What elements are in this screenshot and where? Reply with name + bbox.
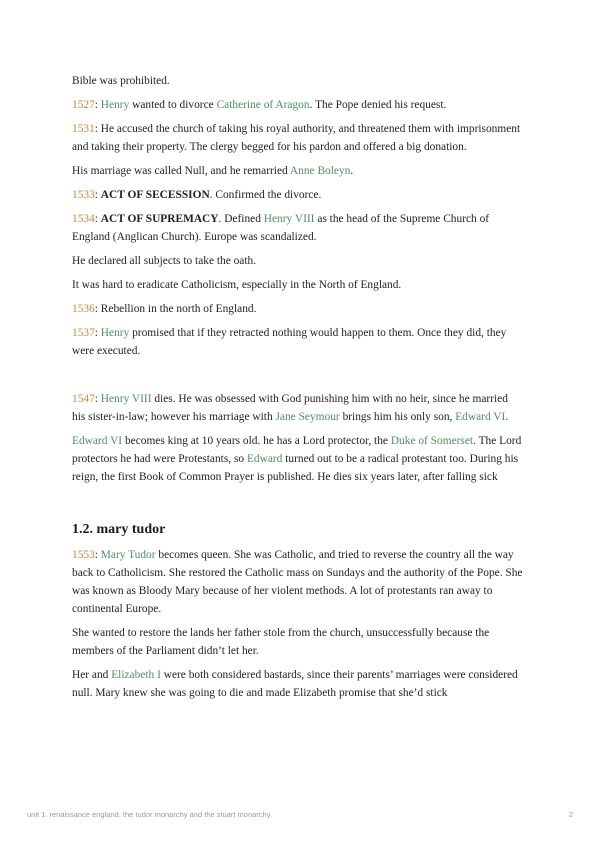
paragraph: [72, 186, 524, 204]
person-name: Henry VIII: [100, 393, 152, 405]
paragraph: [72, 276, 524, 294]
year: 1534: [72, 213, 95, 225]
paragraph: [72, 546, 524, 618]
year: 1547: [72, 393, 95, 405]
section-heading: 1.2. mary tudor: [72, 522, 166, 537]
separator: :: [94, 549, 101, 561]
person-name: Edward: [246, 453, 283, 465]
paragraph: [72, 120, 524, 156]
paragraph: [72, 624, 524, 660]
page-content: [72, 72, 524, 708]
spacer: [72, 366, 524, 390]
separator: :: [94, 123, 101, 135]
text: becomes queen. She was Catholic, and tried to reverse the country all the way back to Catholicism. She restored the Catholic mass on Sundays and the authority of the Pope. She was known as Bloody Mary because of her violent methods. A lot of protestants ran away to continental Europe.: [72, 549, 523, 615]
text: . The Pope denied his request.: [309, 99, 447, 111]
separator: :: [94, 189, 101, 201]
person-name: Mary Tudor: [100, 549, 156, 561]
person-name: Henry: [100, 99, 130, 111]
text: as the head of the Supreme Church of England (Anglican Church). Europe was scandalized.: [72, 213, 490, 243]
text: brings him his only son,: [339, 411, 456, 423]
text: It was hard to eradicate Catholicism, especially in the North of England.: [72, 279, 402, 291]
text: .: [505, 411, 509, 423]
paragraph: [72, 666, 524, 702]
text: promised that if they retracted nothing would happen to them. Once they did, they were executed.: [72, 327, 507, 357]
paragraph: [72, 390, 524, 426]
separator: :: [94, 327, 101, 339]
separator: :: [94, 393, 101, 405]
paragraph: [72, 252, 524, 270]
footer-title: unit 1. renaissance england. the tudor monarchy and the stuart monarchy: [27, 810, 271, 819]
text: wanted to divorce: [129, 99, 217, 111]
paragraph: [72, 324, 524, 360]
page-footer: [27, 810, 573, 819]
paragraph: [72, 210, 524, 246]
person-name: Edward VI: [455, 411, 506, 423]
person-name: Henry VIII: [263, 213, 315, 225]
year: 1531: [72, 123, 95, 135]
text: becomes king at 10 years old. he has a Lord protector, the: [122, 435, 391, 447]
person-name: Elizabeth I: [111, 669, 161, 681]
separator: :: [94, 213, 101, 225]
page-number: 2: [568, 810, 573, 819]
text: He declared all subjects to take the oath.: [72, 255, 257, 267]
person-name: Anne Boleyn: [289, 165, 351, 177]
text: dies. He was obsessed with God punishing him with no heir, since he married his sister-in-law; however his marriage with: [72, 393, 508, 423]
text: .: [350, 165, 354, 177]
text: Bible was prohibited.: [72, 75, 170, 87]
paragraph: [72, 96, 524, 114]
act-title: ACT OF SUPREMACY: [100, 213, 219, 225]
text: Her and: [72, 669, 112, 681]
text: His marriage was called Null, and he remarried: [72, 165, 290, 177]
person-name: Henry: [100, 327, 130, 339]
year: 1553: [72, 549, 95, 561]
person-name: Jane Seymour: [275, 411, 340, 423]
text: were both considered bastards, since their parents’ marriages were considered null. Mary knew she was going to die and made Elizabeth promise that she’d stick: [72, 669, 518, 699]
text: Rebellion in the north of England.: [100, 303, 257, 315]
paragraph: [72, 300, 524, 318]
person-name: Catherine of Aragon: [216, 99, 310, 111]
text: . Confirmed the divorce.: [209, 189, 322, 201]
text: . Defined: [218, 213, 264, 225]
paragraph: [72, 162, 524, 180]
person-name: Duke of Somerset: [390, 435, 474, 447]
separator: :: [94, 99, 101, 111]
text: . The Lord protectors he had were Protestants, so: [72, 435, 522, 465]
person-name: Edward VI: [72, 435, 123, 447]
separator: :: [94, 303, 101, 315]
text: She wanted to restore the lands her father stole from the church, unsuccessfully because the members of the Parliament didn’t let her.: [72, 627, 490, 657]
paragraph: [72, 432, 524, 486]
text: He accused the church of taking his royal authority, and threatened them with imprisonment and taking their property. The clergy begged for his pardon and offered a big donation.: [72, 123, 521, 153]
year: 1527: [72, 99, 95, 111]
paragraph: [72, 72, 524, 90]
year: 1537: [72, 327, 95, 339]
year: 1533: [72, 189, 95, 201]
text: turned out to be a radical protestant too. During his reign, the first Book of Common Prayer is published. He dies six years later, after falling sick: [72, 453, 519, 483]
spacer: [72, 492, 524, 520]
act-title: ACT OF SECESSION: [100, 189, 210, 201]
year: 1536: [72, 303, 95, 315]
